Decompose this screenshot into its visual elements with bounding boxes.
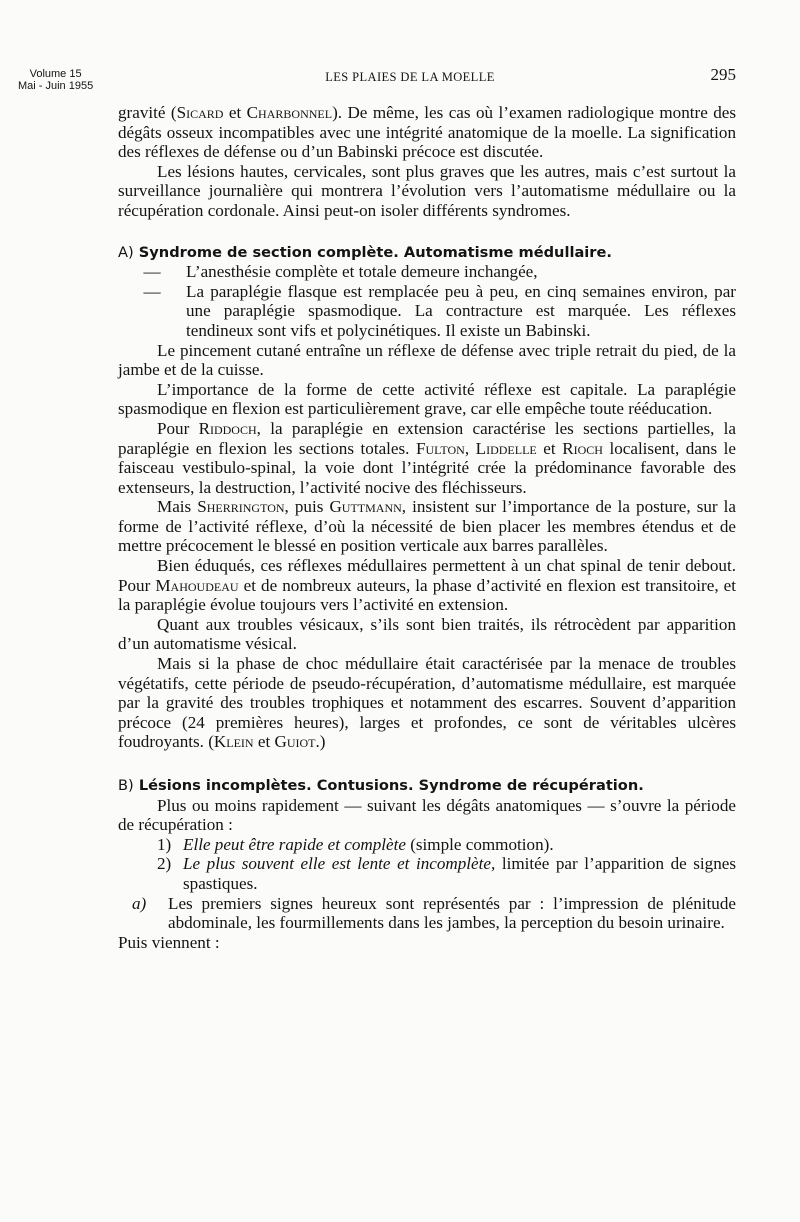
author-name: Klein	[213, 732, 254, 752]
author-name: Liddelle	[475, 438, 537, 458]
author-name: Guiot	[274, 732, 316, 752]
paragraph-7	[118, 556, 736, 615]
text-run: et	[253, 732, 275, 752]
dash-mark: —	[143, 281, 161, 301]
issue-date: Mai - Juin 1955	[18, 80, 94, 92]
dash-item-text: La paraplégie flasque est remplacée peu à peu, en cinq semaines environ, par une paraplégie spasmodique. La contracture est marquée. Les réflexes tendineux sont vifs et polycinétiques. Il existe un Babinski.	[186, 281, 736, 340]
author-name: Mahoudeau	[155, 575, 239, 595]
item-text: Les premiers signes heureux sont représentés par : l’impression de plénitude abdominale, les fourmillements dans les jambes, la perception du besoin urinaire.	[168, 893, 736, 933]
dash-mark: —	[143, 262, 161, 282]
text-run: et de nombreux auteurs, la phase d’activité en flexion est transitoire, et la paraplégie évolue toujours vers l’activité en extension.	[118, 575, 736, 615]
author-name: Sicard	[176, 103, 224, 122]
dash-item-2	[118, 282, 736, 341]
paragraph-2: Les lésions hautes, cervicales, sont plus graves que les autres, mais c’est surtout la surveillance journalière qui montrera l’évolution vers l’automatisme médullaire ou la récupération cordonale. Ainsi peut-on isoler différents syndromes.	[118, 161, 736, 220]
item-number: 1)	[157, 834, 172, 854]
text-run: , puis	[284, 497, 330, 517]
journal-volume-info	[18, 68, 93, 92]
author-name: Fulton	[415, 438, 465, 458]
numbered-item-1	[157, 835, 736, 855]
paragraph-5	[118, 419, 736, 497]
paragraph-6	[118, 497, 736, 556]
section-a-letter: A)	[118, 243, 134, 261]
section-b-letter: B)	[118, 777, 134, 794]
numbered-item-2	[157, 854, 736, 893]
text-run: ,	[464, 438, 476, 458]
paragraph-9	[118, 654, 736, 752]
text-run: localisent, dans le faisceau vestibulo-spinal, la voie dont l’intégrité crée la prédominance favorable des extenseurs, la destruction, l’activité nocive des fléchisseurs.	[118, 438, 737, 497]
page-number: 295	[710, 65, 736, 84]
paragraph-10: Plus ou moins rapidement — suivant les dégâts anatomiques — s’ouvre la période de récupération :	[118, 795, 736, 835]
body-text	[118, 103, 736, 952]
item-text	[183, 854, 736, 893]
author-name: Rioch	[562, 438, 603, 458]
item-italic-text: Le plus souvent elle est lente et incomplète,	[183, 854, 496, 874]
paragraph-4: L’importance de la forme de cette activité réflexe est capitale. La paraplégie spasmodique en flexion est particulièrement grave, car elle empêche toute rééducation.	[118, 379, 736, 419]
author-name: Guttmann	[329, 497, 402, 517]
section-a-title: Syndrome de section complète. Automatisme médullaire.	[138, 243, 612, 261]
text-run: et	[536, 438, 563, 458]
dash-item-text: L’anesthésie complète et totale demeure inchangée,	[186, 262, 538, 282]
paragraph-1	[118, 103, 736, 162]
text-run: .)	[315, 732, 326, 752]
lettered-item-a	[132, 894, 736, 933]
paragraph-3: Le pincement cutané entraîne un réflexe de défense avec triple retrait du pied, de la jambe et de la cuisse.	[118, 340, 736, 380]
text-run: gravité (	[118, 103, 177, 122]
text-run: , la paraplégie en extension caractérise les sections partielles, la paraplégie en flexion les sections totales.	[118, 418, 736, 458]
text-run: et	[223, 103, 247, 122]
item-rest-text: limitée par l’apparition de signes spastiques.	[183, 854, 737, 893]
author-name: Riddoch	[198, 418, 257, 438]
author-name: Sherrington	[197, 497, 285, 517]
item-italic-text: Elle peut être rapide et complète	[183, 834, 406, 854]
paragraph-8: Quant aux troubles vésicaux, s’ils sont bien traités, ils rétrocèdent par apparition d’un automatisme vésical.	[118, 614, 736, 654]
text-run: Mais si la phase de choc médullaire était caractérisée par la menace de troubles végétatifs, cette période de pseudo-récupération, d’automatisme médullaire, est marquée par la gravité des troubles trophiques et notamment des escarres. Souvent d’apparition précoce (24 premières heures), larges et profondes, ce sont de véritables ulcères foudroyants. (	[118, 654, 736, 752]
dash-item-1	[118, 262, 736, 282]
section-a-heading	[118, 243, 736, 263]
section-b-title: Lésions incomplètes. Contusions. Syndrome de récupération.	[138, 777, 644, 794]
item-letter: a)	[132, 893, 147, 913]
running-title: LES PLAIES DE LA MOELLE	[325, 70, 495, 84]
author-name: Charbonnel	[246, 103, 333, 122]
item-text	[183, 835, 736, 855]
item-number: 2)	[157, 854, 172, 874]
text-run: Bien éduqués, ces réflexes médullaires permettent à un chat spinal de tenir debout. Pour	[118, 556, 736, 595]
text-run: ). De même, les cas où l’examen radiologique montre des dégâts osseux incompatibles avec une intégrité anatomique de la moelle. La signification des réflexes de défense ou d’un Babinski précoce est discutée.	[118, 103, 737, 162]
section-b-heading	[118, 776, 736, 796]
item-rest-text: (simple commotion).	[405, 834, 554, 854]
text-run: Mais	[157, 497, 198, 517]
volume-label: Volume 15	[29, 68, 82, 80]
text-run: Pour	[157, 418, 199, 438]
text-run: , insistent sur l’importance de la posture, sur la forme de l’activité réflexe, d’où la nécessité de bien placer les membres étendus et de mettre précocement le blessé en position verticale aux barres parallèles.	[118, 497, 736, 556]
closing-line: Puis viennent :	[118, 932, 220, 952]
